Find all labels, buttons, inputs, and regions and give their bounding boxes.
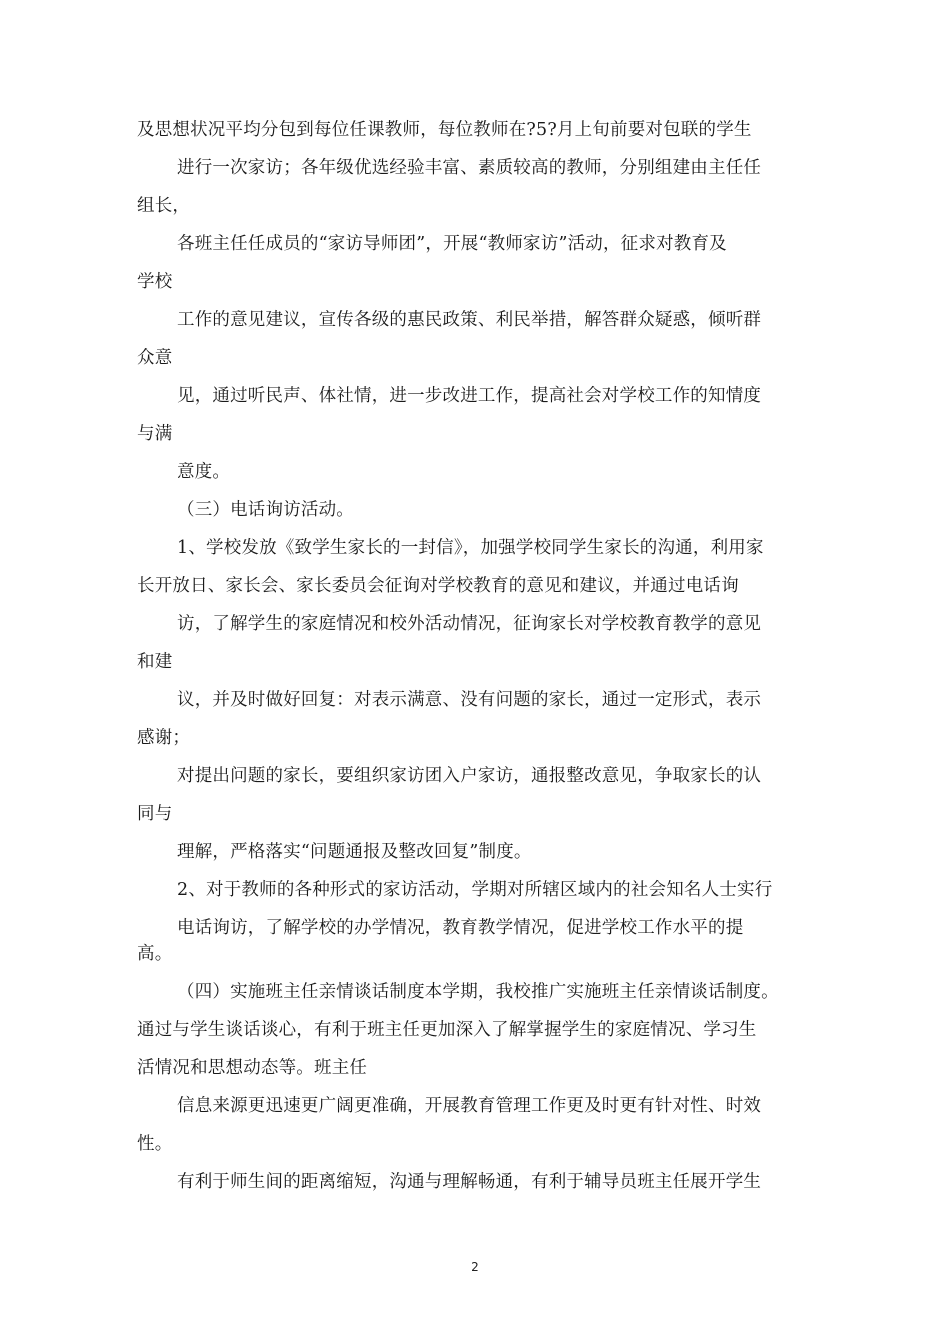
text-line: 各班主任任成员的“家访导师团”，开展“教师家访”活动，征求对教育及: [177, 234, 727, 254]
text-line: 有利于师生间的距离缩短，沟通与理解畅通，有利于辅导员班主任展开学生: [177, 1172, 762, 1192]
text-line: 对提出问题的家长，要组织家访团入户家访，通报整改意见，争取家长的认: [177, 766, 762, 786]
text-line: 组长，: [137, 196, 191, 216]
text-line: 活情况和思想动态等。班主任: [137, 1058, 368, 1078]
text-line: 理解，严格落实“问题通报及整改回复”制度。: [177, 842, 532, 862]
text-line: 与满: [137, 424, 173, 444]
text-line: 信息来源更迅速更广阔更准确，开展教育管理工作更及时更有针对性、时效: [177, 1096, 762, 1116]
text-line: 和建: [137, 652, 173, 672]
text-line: 性。: [137, 1134, 173, 1154]
section-heading: （四）实施班主任亲情谈话制度本学期，我校推广实施班主任亲情谈话制度。: [177, 982, 779, 1002]
text-line: 及思想状况平均分包到每位任课教师，每位教师在?5?月上旬前要对包联的学生: [137, 120, 752, 140]
page-number: 2: [471, 1260, 479, 1274]
text-line: 通过与学生谈话谈心，有利于班主任更加深入了解掌握学生的家庭情况、学习生: [137, 1020, 757, 1040]
text-line: 电话询访，了解学校的办学情况，教育教学情况，促进学校工作水平的提: [177, 918, 744, 938]
text-line: 长开放日、家长会、家长委员会征询对学校教育的意见和建议，并通过电话询: [137, 576, 739, 596]
text-line: 2、对于教师的各种形式的家访活动，学期对所辖区域内的社会知名人士实行: [177, 880, 773, 900]
text-line: 议，并及时做好回复：对表示满意、没有问题的家长，通过一定形式，表示: [177, 690, 762, 710]
text-line: 见，通过听民声、体社情，进一步改进工作，提高社会对学校工作的知情度: [177, 386, 762, 406]
section-heading: （三）电话询访活动。: [177, 500, 354, 520]
text-line: 意度。: [177, 462, 231, 482]
text-line: 访，了解学生的家庭情况和校外活动情况，征询家长对学校教育教学的意见: [177, 614, 762, 634]
text-line: 工作的意见建议，宣传各级的惠民政策、利民举措，解答群众疑惑，倾听群: [177, 310, 762, 330]
text-line: 1、学校发放《致学生家长的一封信》，加强学校同学生家长的沟通，利用家: [177, 538, 764, 558]
text-line: 高。: [137, 944, 173, 964]
text-line: 进行一次家访；各年级优选经验丰富、素质较高的教师，分别组建由主任任: [177, 158, 762, 178]
text-line: 同与: [137, 804, 173, 824]
text-line: 学校: [137, 272, 173, 292]
text-line: 感谢；: [137, 728, 191, 748]
text-line: 众意: [137, 348, 173, 368]
